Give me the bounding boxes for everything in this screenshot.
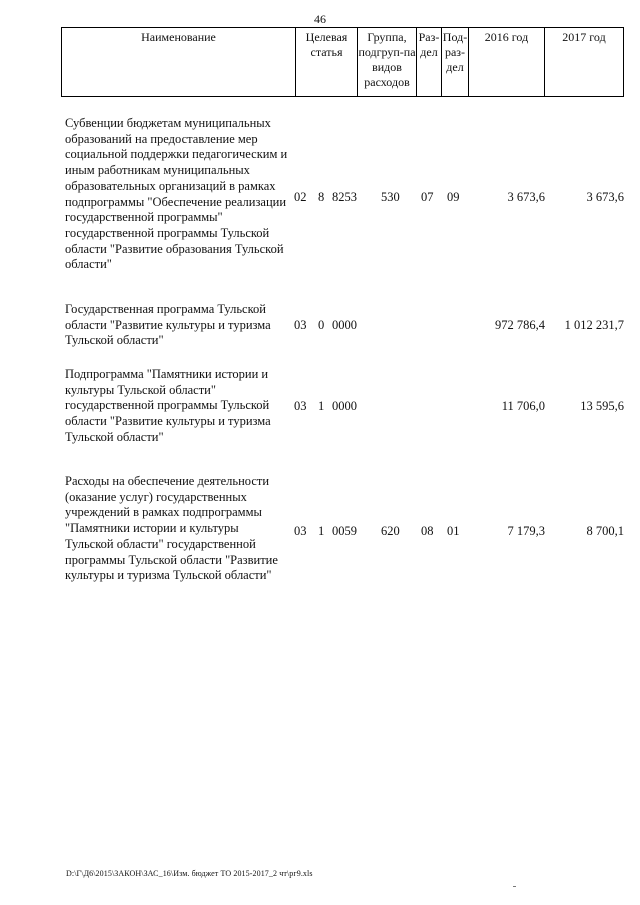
- header-section: Раз-дел: [416, 28, 441, 96]
- row-group: 530: [381, 190, 400, 204]
- row-2016: 11 706,0: [501, 399, 545, 413]
- row-group: 620: [381, 524, 400, 538]
- row-code-dir: 0059: [332, 524, 357, 538]
- row-2017: 3 673,6: [586, 190, 624, 204]
- header-target-article: Целевая статья: [295, 28, 357, 96]
- row-code-sub: 8: [318, 190, 325, 204]
- row-code-sub: 1: [318, 399, 325, 413]
- row-name: Субвенции бюджетам муниципальных образований на предоставление мер социальной поддержки педагогическим и иным работникам муниципальных образовательных организаций в рамках подпрограммы "Обеспечение реализации государственной программы" государственной программы Тульской области "Развитие образования Тульской области": [65, 116, 288, 272]
- row-2016: 3 673,6: [507, 190, 545, 204]
- row-code-program: 02: [294, 190, 307, 204]
- row-name: Подпрограмма "Памятники истории и культуры Тульской области" государственной программы Тульской области "Развитие культуры и туризма Тульской области": [65, 367, 271, 444]
- row-subsection: 09: [447, 190, 460, 204]
- header-subsection: Под-раз-дел: [441, 28, 468, 96]
- row-code-sub: 1: [318, 524, 325, 538]
- row-2016: 972 786,4: [495, 318, 545, 332]
- row-subsection: 01: [447, 524, 460, 538]
- row-code-dir: 0000: [332, 318, 357, 332]
- header-2016: 2016 год: [468, 28, 544, 96]
- row-2017: 1 012 231,7: [564, 318, 624, 332]
- row-code-dir: 8253: [332, 190, 357, 204]
- row-code-sub: 0: [318, 318, 325, 332]
- row-code-program: 03: [294, 399, 307, 413]
- row-code-program: 03: [294, 524, 307, 538]
- scan-mark: [513, 886, 516, 887]
- row-code-dir: 0000: [332, 399, 357, 413]
- header-name: Наименование: [141, 30, 216, 44]
- page-number: 46: [314, 12, 326, 26]
- header-2017: 2017 год: [544, 28, 623, 96]
- file-path-footer: D:\Г\Д6\2015\ЗАКОН\ЗАС_16\Изм. бюджет ТО 2015-2017_2 чт\рг9.xls: [66, 869, 313, 878]
- row-2017: 8 700,1: [586, 524, 624, 538]
- row-section: 07: [421, 190, 434, 204]
- row-code-program: 03: [294, 318, 307, 332]
- row-2017: 13 595,6: [580, 399, 624, 413]
- row-name: Расходы на обеспечение деятельности (оказание услуг) государственных учреждений в рамках подпрограммы "Памятники истории и культуры Тульской области" государственной программы Тульской области "Развитие культуры и туризма Тульской области": [65, 474, 278, 583]
- header-group: Группа, подгруп-па видов расходов: [357, 28, 416, 96]
- row-2016: 7 179,3: [507, 524, 545, 538]
- table-header: [61, 27, 624, 97]
- row-name: Государственная программа Тульской области "Развитие культуры и туризма Тульской области": [65, 302, 271, 348]
- row-section: 08: [421, 524, 434, 538]
